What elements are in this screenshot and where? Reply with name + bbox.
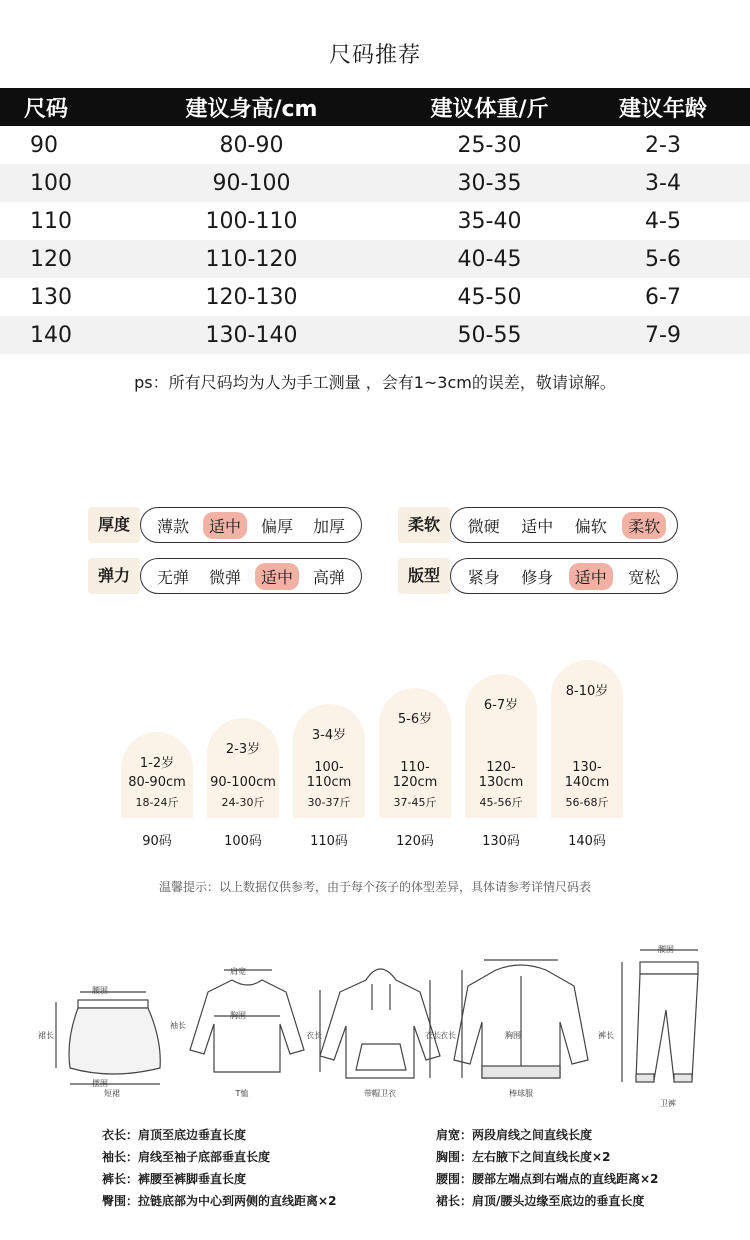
table-row [0,278,750,316]
definition-text: 裤腰至裤脚垂直长度 [138,1172,247,1186]
attribute-option-selected: 适中 [203,512,247,539]
age-tab [207,718,279,818]
garment-caption: 带帽卫衣 [364,1089,396,1098]
attribute-option: 微弹 [208,567,241,587]
attribute-option-selected: 柔软 [622,512,666,539]
definition-row [102,1170,246,1187]
table-cell: 4-5 [645,208,681,234]
definition-text: 肩顶/腰头边缘至底边的垂直长度 [472,1194,645,1208]
size-label: 120码 [396,834,434,849]
measurement-label: 摆围 [92,1079,108,1088]
measurement-note: ps：所有尺码均为人为手工测量 ，会有1~3cm的误差，敬请谅解。 [134,373,616,392]
table-cell: 2-3 [645,132,681,158]
attribute-label: 厚度 [88,507,140,543]
age-label: 3-4岁 [311,728,347,743]
table-cell: 6-7 [645,284,681,310]
table-cell: 7-9 [576,316,750,354]
column-header: 尺码 [0,88,100,126]
definition-row [436,1170,658,1187]
reference-tip: 温馨提示：以上数据仅供参考，由于每个孩子的体型差异，具体请参考详情尺码表 [158,880,591,894]
attribute-option: 薄款 [156,516,189,536]
page-title: 尺码推荐 [328,43,421,68]
skirt-diagram-icon [56,992,160,1084]
table-cell: 120 [0,240,100,278]
measurement-label: 胸围 [230,1011,246,1020]
height-label: 110-120cm [392,760,438,790]
table-cell: 140 [0,316,100,354]
height-label: 100-110cm [306,760,352,790]
definition-label: 臀围： [102,1194,139,1208]
table-cell: 30-35 [403,164,576,202]
definition-row [102,1192,336,1209]
definition-text: 腰部左端点到右端点的直线距离×2 [472,1172,659,1186]
size-chart-table [0,88,750,354]
size-label: 110码 [310,834,348,849]
attribute-label: 弹力 [88,558,140,594]
table-cell: 90 [30,132,58,158]
definition-row [436,1126,592,1143]
table-cell: 5-6 [576,240,750,278]
column-header: 建议身高/cm [100,88,403,126]
attribute-options [140,558,362,594]
age-label: 2-3岁 [225,742,261,757]
age-tab [465,674,537,818]
table-header-row [0,88,750,126]
definition-label: 裤长： [102,1172,139,1186]
size-label: 90码 [142,834,172,849]
table-cell: 50-55 [403,316,576,354]
age-tab [121,732,193,818]
measurement-label: 衣长 [440,1031,456,1040]
age-label: 8-10岁 [565,684,609,699]
weight-label: 18-24斤 [135,796,179,809]
baseball-jacket-diagram-icon [454,960,588,1078]
weight-label: 45-56斤 [479,796,523,809]
tshirt-diagram-icon [190,970,320,1072]
table-cell: 25-30 [457,132,522,158]
table-cell: 130-140 [100,316,403,354]
age-label: 1-2岁 [139,756,175,771]
definition-row [436,1148,610,1165]
definition-text: 肩顶至底边垂直长度 [138,1128,247,1142]
attribute-options [450,507,678,543]
table-cell: 80-90 [219,132,284,158]
sweatpants-diagram-icon [622,950,698,1082]
definition-text: 拉链底部为中心到两侧的直线距离×2 [138,1194,337,1208]
size-label: 130码 [482,834,520,849]
weight-label: 30-37斤 [307,796,351,809]
age-tab [551,660,623,818]
attribute-option: 无弹 [156,567,189,587]
definition-row [102,1126,246,1143]
table-cell: 3-4 [576,164,750,202]
definition-text: 两段肩线之间直线长度 [472,1128,593,1142]
measurement-label: 肩宽 [230,967,246,976]
definition-row [102,1148,270,1165]
weight-label: 24-30斤 [221,796,265,809]
garment-caption: T恤 [235,1089,249,1098]
garment-caption: 短裙 [104,1089,120,1098]
height-label: 80-90cm [128,775,186,790]
attribute-option-selected: 适中 [569,563,613,590]
table-cell: 45-50 [457,284,522,310]
attribute-option: 适中 [521,516,554,536]
table-row [0,126,750,164]
attribute-options [450,558,678,594]
age-label: 5-6岁 [397,712,433,727]
height-label: 120-130cm [478,760,524,790]
garment-caption: 棒球服 [509,1089,533,1098]
age-label: 6-7岁 [483,698,519,713]
weight-label: 56-68斤 [565,796,609,809]
definition-label: 袖长： [102,1150,139,1164]
height-label: 130-140cm [564,760,610,790]
definition-label: 肩宽： [436,1128,473,1142]
definition-label: 衣长： [102,1128,139,1142]
table-cell: 110 [30,208,72,234]
measurement-label: 袖长 [170,1021,186,1030]
size-label: 140码 [568,834,606,849]
measurement-label: 裙长 [38,1031,54,1040]
table-cell: 40-45 [403,240,576,278]
attribute-option: 微硬 [467,516,500,536]
definition-label: 胸围： [436,1150,473,1164]
table-cell: 90-100 [100,164,403,202]
attribute-option: 偏厚 [260,516,293,536]
measurement-label: 胸围 [505,1031,521,1040]
table-cell: 100-110 [205,208,298,234]
column-header: 建议年龄 [576,88,750,126]
definition-label: 腰围： [436,1172,473,1186]
age-tab [293,704,365,818]
definition-row [436,1192,644,1209]
definition-text: 左右腋下之间直线长度×2 [472,1150,611,1164]
table-row [0,202,750,240]
measurement-label: 腰围 [92,986,108,995]
table-cell: 35-40 [457,208,522,234]
size-label: 100码 [224,834,262,849]
attribute-option: 高弹 [312,567,345,587]
measurement-label: 腰围 [658,945,674,954]
attribute-options [140,507,362,543]
measurement-label: 裤长 [598,1031,614,1040]
age-tab [379,688,451,818]
height-label: 90-100cm [210,775,276,790]
definition-text: 肩线至袖子底部垂直长度 [138,1150,271,1164]
table-cell: 100 [0,164,100,202]
attribute-option: 加厚 [312,516,345,536]
column-header: 建议体重/斤 [403,88,576,126]
attribute-label: 柔软 [398,507,450,543]
table-row [0,240,750,278]
measurement-label: 衣长 [425,1031,441,1040]
attribute-option: 宽松 [628,567,661,587]
weight-label: 37-45斤 [393,796,437,809]
garment-caption: 卫裤 [660,1099,676,1108]
attribute-option: 修身 [521,567,554,587]
measurement-label: 衣长 [306,1031,322,1040]
table-row [0,316,750,354]
attribute-option-selected: 适中 [255,563,299,590]
hoodie-diagram-icon [320,969,440,1078]
attribute-label: 版型 [398,558,450,594]
attribute-option: 偏软 [574,516,607,536]
table-cell: 120-130 [205,284,298,310]
table-cell: 110-120 [100,240,403,278]
attribute-option: 紧身 [467,567,500,587]
table-cell: 130 [30,284,72,310]
garment-illustrations [0,940,750,1110]
table-row [0,164,750,202]
definition-label: 裙长： [436,1194,473,1208]
